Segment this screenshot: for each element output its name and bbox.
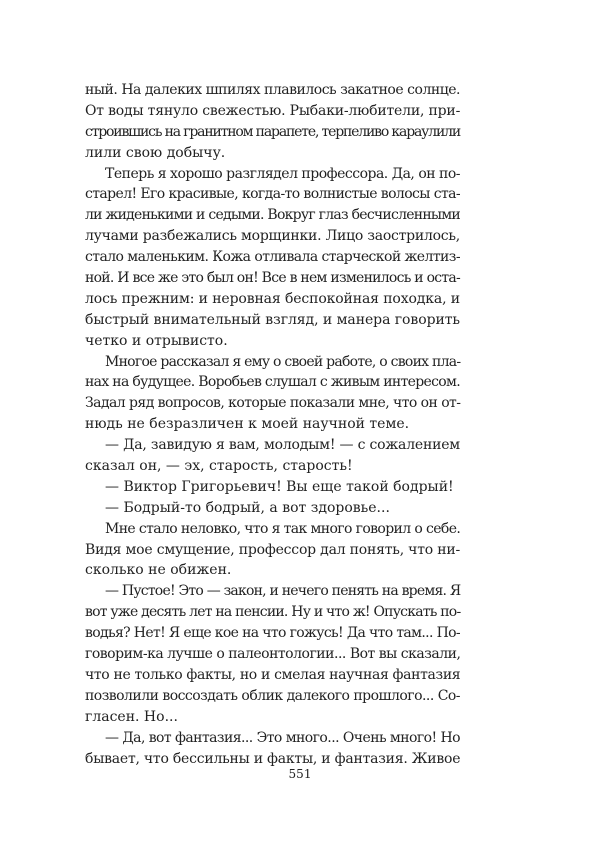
text-line: стало маленьким. Кожа отливала старческой желтиз- — [85, 249, 460, 266]
text-line: Задал ряд вопросов, которые показали мне, что он от- — [85, 395, 461, 412]
text-line: позволили воссоздать облик далекого прошлого... Со- — [85, 687, 460, 704]
text-line: водья? Нет! Я еще кое на что гожусь! Да что там... По- — [85, 625, 461, 642]
text-line: Теперь я хорошо разглядел профессора. Да, он по- — [105, 165, 461, 182]
text-line: — Бодрый-то бодрый, а вот здоровье... — [105, 499, 390, 516]
text-line: — Да, вот фантазия... Это много... Очень много! Но — [105, 729, 461, 746]
text-line: ной. И все же это был он! Все в нем изменилось и оста- — [85, 270, 460, 287]
text-line: ли жиденькими и седыми. Вокруг глаз бесчисленными — [85, 207, 460, 224]
text-line: От воды тянуло свежестью. Рыбаки-любители, при- — [85, 102, 461, 119]
text-line: сказал он, — эх, старость, старость! — [85, 458, 353, 475]
text-line: ный. На далеких шпилях плавилось закатное солнце. — [85, 82, 460, 98]
body-text — [85, 80, 460, 769]
text-line: четко и отрывисто. — [85, 332, 228, 349]
text-line: лили свою добычу. — [85, 144, 226, 161]
text-line: — Виктор Григорьевич! Вы еще такой бодрый! — [105, 478, 454, 495]
text-line: бывает, что бессильны и факты, и фантазия. Живое — [85, 750, 461, 767]
text-line: сколько не обижен. — [85, 562, 232, 579]
text-line: быстрый внимательный взгляд, и манера говорить — [85, 311, 460, 328]
text-line: строившись на гранитном парапете, терпеливо караулили — [85, 123, 460, 140]
text-line: вот уже десять лет на пенсии. Ну и что ж! Опускать по- — [85, 604, 461, 621]
text-line: лучами разбежались морщинки. Лицо заострилось, — [85, 228, 460, 245]
text-line: старел! Его красивые, когда-то волнистые волосы ста- — [85, 186, 460, 203]
text-line: — Пустое! Это — закон, и нечего пенять на время. Я — [105, 583, 461, 600]
text-line: гласен. Но... — [85, 708, 178, 725]
text-line: Видя мое смущение, профессор дал понять, что ни- — [85, 541, 460, 558]
page-number: 551 — [288, 767, 312, 781]
text-line: лось прежним: и неровная беспокойная походка, и — [85, 290, 460, 307]
text-line: что не только факты, но и смелая научная фантазия — [85, 666, 461, 683]
text-line: — Да, завидую я вам, молодым! — с сожалением — [105, 437, 460, 454]
text-line: нюдь не безразличен к моей научной теме. — [85, 416, 410, 433]
text-line: нах на будущее. Воробьев слушал с живым интересом. — [85, 374, 461, 391]
text-line: Многое рассказал я ему о своей работе, о своих пла- — [105, 353, 461, 370]
text-line: Мне стало неловко, что я так много говорил о себе. — [105, 520, 461, 537]
text-line: говорим-ка лучше о палеонтологии... Вот вы сказали, — [85, 646, 461, 663]
